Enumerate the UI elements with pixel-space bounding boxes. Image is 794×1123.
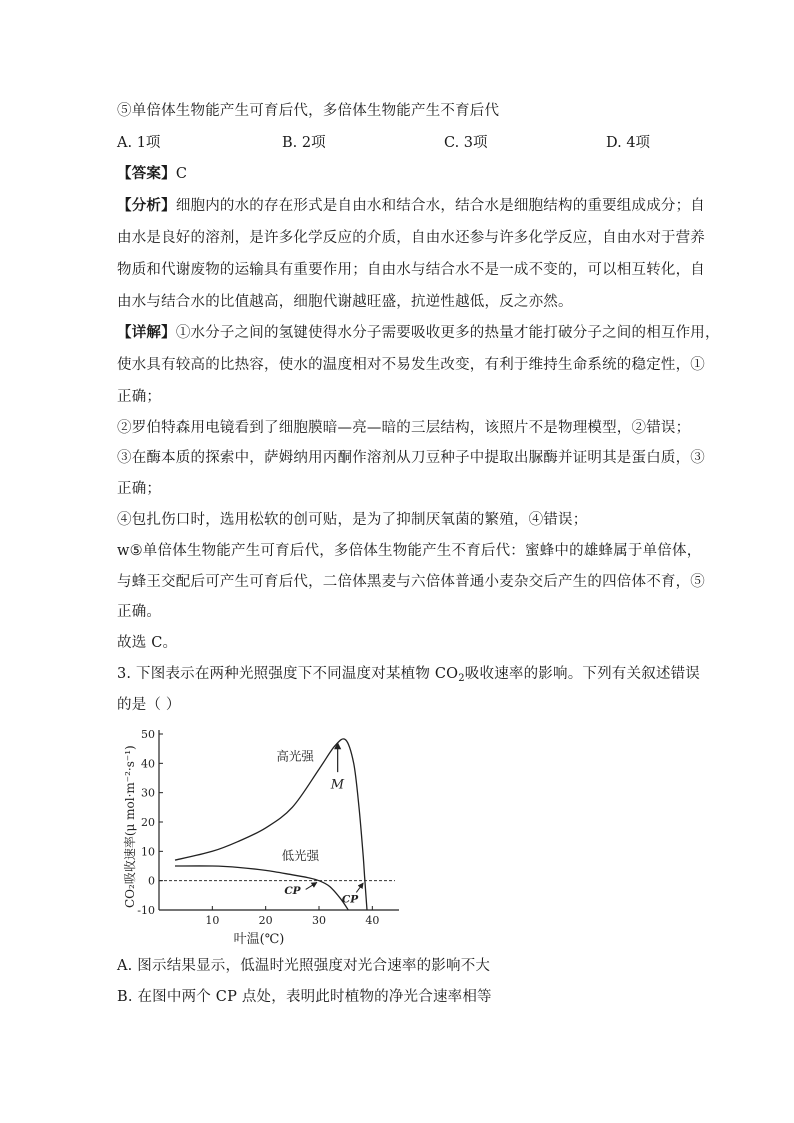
- x-axis-title: 叶温(℃): [233, 932, 285, 947]
- x-tick-label: 40: [365, 914, 380, 927]
- answer-line: [117, 164, 187, 184]
- stem-subscript: 2: [458, 673, 465, 684]
- annotation-m: M: [330, 777, 345, 793]
- detail-line-9: 与蜂王交配后可产生可育后代，二倍体黑麦与六倍体普通小麦杂交后产生的四倍体不育，⑤: [117, 574, 705, 590]
- y-tick-label: 30: [141, 786, 155, 800]
- question-3-stem: [117, 664, 700, 684]
- option-b: B. 2项: [282, 135, 326, 151]
- option-c: C. 3项: [444, 135, 488, 151]
- x-tick-label: 30: [312, 914, 326, 927]
- series-label-high-light: 高光强: [276, 748, 314, 764]
- answer-value: C: [175, 166, 188, 182]
- y-tick-label: 50: [141, 728, 155, 741]
- analysis-line-2: 由水是良好的溶剂，是许多化学反应的介质，自由水还参与许多化学反应，自由水对于营养: [117, 230, 705, 246]
- co2-absorption-chart: [117, 722, 417, 950]
- chart-labels: [122, 743, 363, 947]
- y-tick-label: -10: [137, 904, 155, 917]
- option-3b: B. 在图中两个 CP 点处，表明此时植物的净光合速率相等: [117, 989, 492, 1005]
- y-tick-label: 10: [141, 845, 155, 859]
- detail-text-1: ①水分子之间的氢键使得水分子需要吸收更多的热量才能打破分子之间的相互作用，: [175, 325, 720, 341]
- y-tick-label: 0: [148, 874, 155, 888]
- analysis-tag: 【分析】: [117, 197, 176, 214]
- y-axis-title: CO₂吸收速率(μ mol·m⁻²·s⁻¹): [123, 745, 137, 908]
- detail-tag: 【详解】: [117, 324, 176, 341]
- detail-line-4: ②罗伯特森用电镜看到了细胞膜暗—亮—暗的三层结构，该照片不是物理模型，②错误；: [117, 420, 691, 436]
- detail-line-6: 正确；: [117, 481, 162, 497]
- analysis-line-3: 物质和代谢废物的运输具有重要作用；自由水与结合水不是一成不变的，可以相互转化，自: [117, 262, 705, 278]
- detail-line-5: ③在酶本质的探索中，萨姆纳用丙酮作溶剂从刀豆种子中提取出脲酶并证明其是蛋白质，③: [117, 450, 705, 466]
- y-tick-label: 40: [141, 757, 155, 771]
- annotation-cp-low: CP: [284, 884, 301, 897]
- detail-line-11: 故选 C。: [117, 635, 178, 651]
- series-line-low-light: [175, 866, 348, 910]
- x-tick-label: 10: [205, 914, 220, 927]
- y-tick-label: 20: [141, 816, 155, 829]
- annotation-cp-high: CP: [341, 893, 359, 906]
- stem-part-1: 3. 下图表示在两种光照强度下不同温度对某植物 CO: [117, 666, 459, 682]
- option-a: A. 1项: [117, 135, 161, 151]
- option-d: D. 4项: [606, 135, 651, 151]
- answer-tag: 【答案】: [117, 165, 176, 182]
- detail-line-10: 正确。: [117, 604, 162, 620]
- analysis-line-1: [117, 196, 705, 216]
- option-3a: A. 图示结果显示，低温时光照强度对光合速率的影响不大: [117, 958, 491, 974]
- question-3-stem-line-2: 的是（ ）: [117, 697, 181, 713]
- stem-part-2: 吸收速率的影响。下列有关叙述错误: [464, 666, 700, 682]
- item-5: ⑤单倍体生物能产生可育后代，多倍体生物能产生不育后代: [117, 103, 500, 119]
- detail-line-7: ④包扎伤口时，选用松软的创可贴，是为了抑制厌氧菌的繁殖，④错误；: [117, 512, 588, 528]
- analysis-text-1: 细胞内的水的存在形式是自由水和结合水，结合水是细胞结构的重要组成成分；自: [175, 198, 706, 214]
- detail-line-2: 使水具有较高的比热容，使水的温度相对不易发生改变，有利于维持生命系统的稳定性，①: [117, 357, 705, 373]
- series-label-low-light: 低光强: [281, 848, 320, 864]
- analysis-line-4: 由水与结合水的比值越高，细胞代谢越旺盛，抗逆性越低，反之亦然。: [117, 294, 573, 310]
- detail-line-3: 正确；: [117, 389, 162, 405]
- detail-line-1: [117, 323, 720, 343]
- cp-high-arrow: [356, 883, 363, 892]
- x-tick-label: 20: [258, 914, 273, 927]
- detail-line-8: w⑤单倍体生物能产生可育后代，多倍体生物能产生不育后代：蜜蜂中的雄蜂属于单倍体，: [117, 543, 702, 559]
- cp-low-arrow: [306, 882, 317, 889]
